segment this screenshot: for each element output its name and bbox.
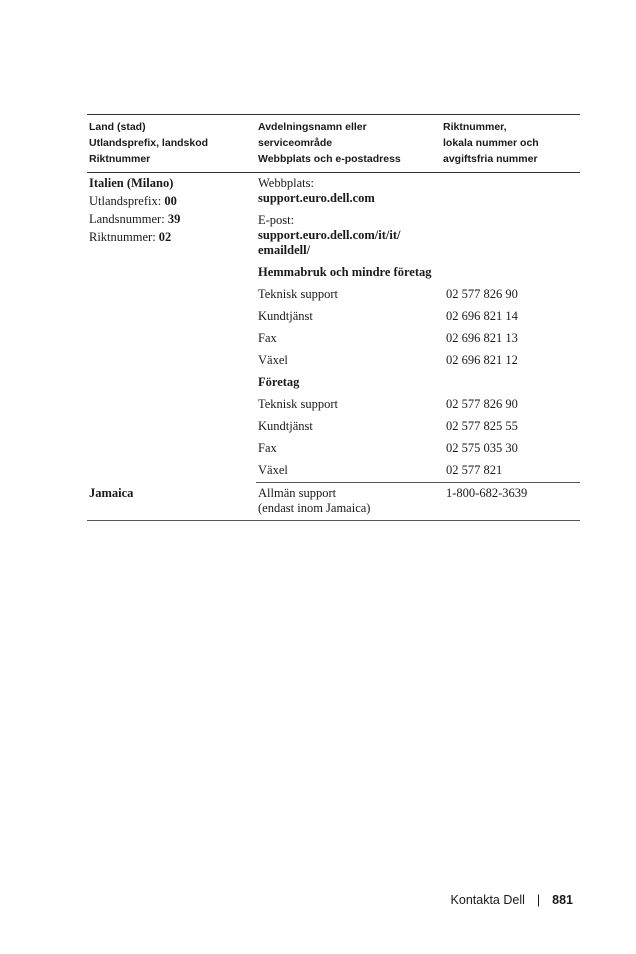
international-prefix: Utlandsprefix: 00: [89, 194, 177, 208]
phone-number: 02 696 821 14: [446, 309, 518, 323]
area-code: Riktnummer: 02: [89, 230, 172, 244]
section-title: Företag: [258, 375, 300, 389]
service-name: Fax: [258, 441, 277, 455]
service-name: Kundtjänst: [258, 309, 313, 323]
header-department: Avdelningsnamn eller serviceområde Webbplats och e-postadress: [256, 115, 441, 173]
phone-number: 02 577 821: [441, 460, 580, 483]
country-name: Italien (Milano): [89, 176, 174, 190]
section-title: Hemmabruk och mindre företag: [258, 265, 432, 279]
website-cell: Webbplats: support.euro.dell.com: [256, 173, 441, 211]
header-country: Land (stad) Utlandsprefix, landskod Riktnummer: [87, 115, 256, 173]
table-row: [87, 483, 580, 521]
service-name: Fax: [258, 331, 277, 345]
phone-number: 02 577 826 90: [446, 287, 518, 301]
phone-number: 02 696 821 13: [446, 331, 518, 345]
italy-country-cell: [87, 173, 256, 483]
phone-number: 1-800-682-3639: [441, 483, 580, 521]
phone-number: 02 577 826 90: [446, 397, 518, 411]
service-name: Allmän support (endast inom Jamaica): [256, 483, 441, 521]
phone-number: 02 575 035 30: [446, 441, 518, 455]
email-link[interactable]: support.euro.dell.com/it/it/ emaildell/: [258, 228, 401, 257]
service-name: Teknisk support: [258, 397, 339, 411]
footer-section-title: Kontakta Dell: [450, 893, 525, 907]
country-code: Landsnummer: 39: [89, 212, 181, 226]
service-name: Teknisk support: [258, 287, 339, 301]
email-cell: E-post: support.euro.dell.com/it/it/ emaildell/: [256, 210, 441, 262]
page-footer: [451, 893, 573, 907]
contact-table: [87, 114, 580, 521]
service-name: Växel: [258, 353, 288, 367]
country-name: Jamaica: [87, 483, 256, 521]
footer-separator: |: [536, 893, 541, 907]
table-header-row: [87, 115, 580, 173]
page-number: 881: [552, 893, 573, 907]
phone-number: 02 696 821 12: [446, 353, 518, 367]
website-link[interactable]: support.euro.dell.com: [258, 191, 375, 205]
service-name: Kundtjänst: [258, 419, 313, 433]
phone-number: 02 577 825 55: [446, 419, 518, 433]
header-numbers: Riktnummer, lokala nummer och avgiftsfria nummer: [441, 115, 580, 173]
service-name: Växel: [256, 460, 441, 483]
table-row: [87, 173, 580, 211]
